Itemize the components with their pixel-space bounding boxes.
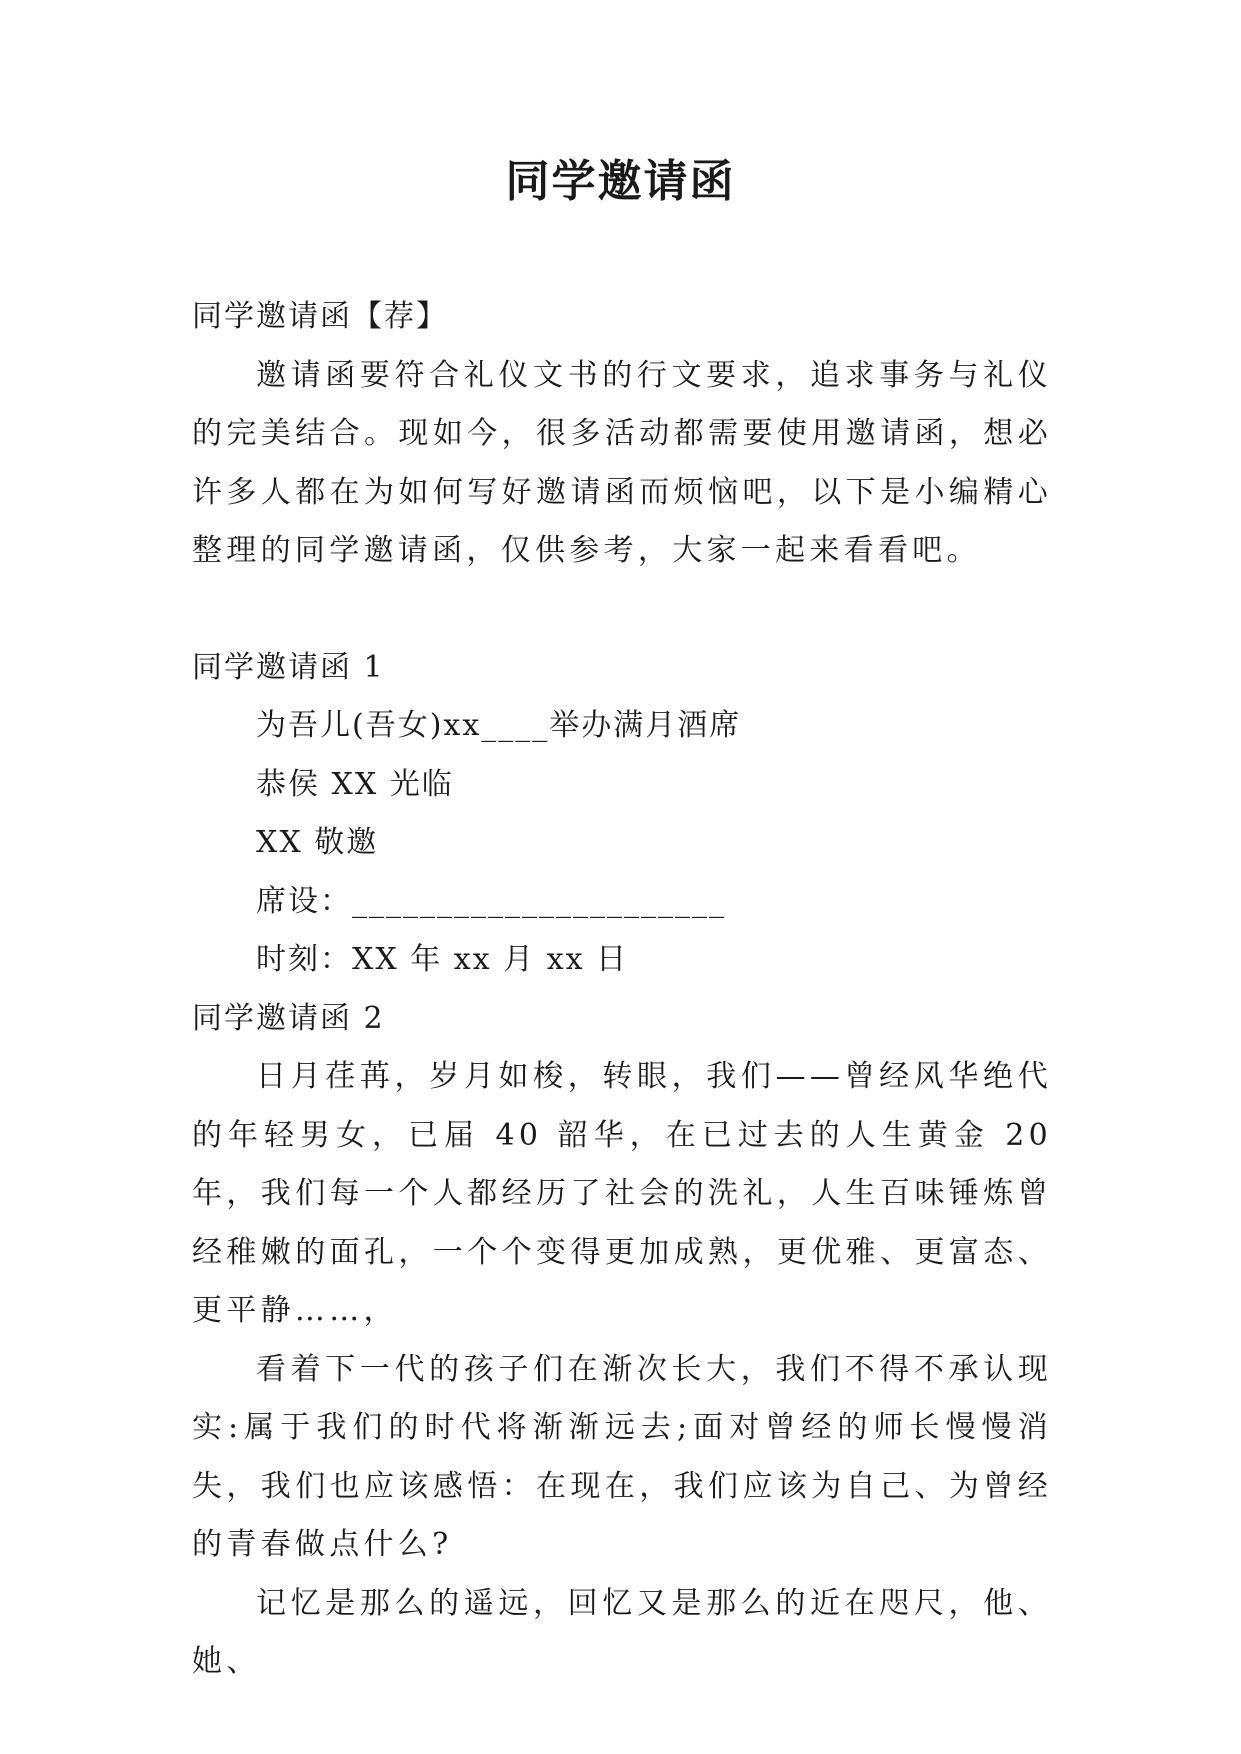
letter1-line: 席设：______________________ (256, 883, 726, 919)
document-body (192, 288, 1052, 1692)
letter1-heading: 同学邀请函 1 (192, 649, 385, 685)
letter1-line: 时刻：XX 年 xx 月 xx 日 (256, 942, 629, 977)
section-spacer (192, 581, 1052, 639)
letter2-paragraph: 日月荏苒，岁月如梭，转眼，我们——曾经风华绝代的年轻男女，已届 40 韶华，在已过去的人生黄金 20 年，我们每一个人都经历了社会的洗礼，人生百味锤炼曾经稚嫩的面孔，一个个变得更加成熟，更优雅、更富态、更平静……， (192, 1059, 1052, 1328)
document-title: 同学邀请函 (505, 156, 736, 207)
intro-heading: 同学邀请函【荐】 (192, 299, 448, 334)
intro-paragraph: 邀请函要符合礼仪文书的行文要求，追求事务与礼仪的完美结合。现如今，很多活动都需要使用邀请函，想必许多人都在为如何写好邀请函而烦恼吧，以下是小编精心整理的同学邀请函，仅供参考，大家一起来看看吧。 (192, 357, 1052, 568)
letter2-paragraph: 记忆是那么的遥远，回忆又是那么的近在咫尺，他、她、 (192, 1585, 1052, 1679)
letter2-heading: 同学邀请函 2 (192, 1000, 385, 1036)
letter1-line: 恭侯 XX 光临 (256, 766, 454, 802)
letter1-line: XX 敬邀 (256, 825, 379, 860)
letter2-paragraph: 看着下一代的孩子们在渐次长大，我们不得不承认现实:属于我们的时代将渐渐远去;面对曾经的师长慢慢消失，我们也应该感悟：在现在，我们应该为自己、为曾经的青春做点什么? (192, 1351, 1052, 1562)
letter1-line: 为吾儿(吾女)xx____举办满月酒席 (256, 708, 742, 743)
